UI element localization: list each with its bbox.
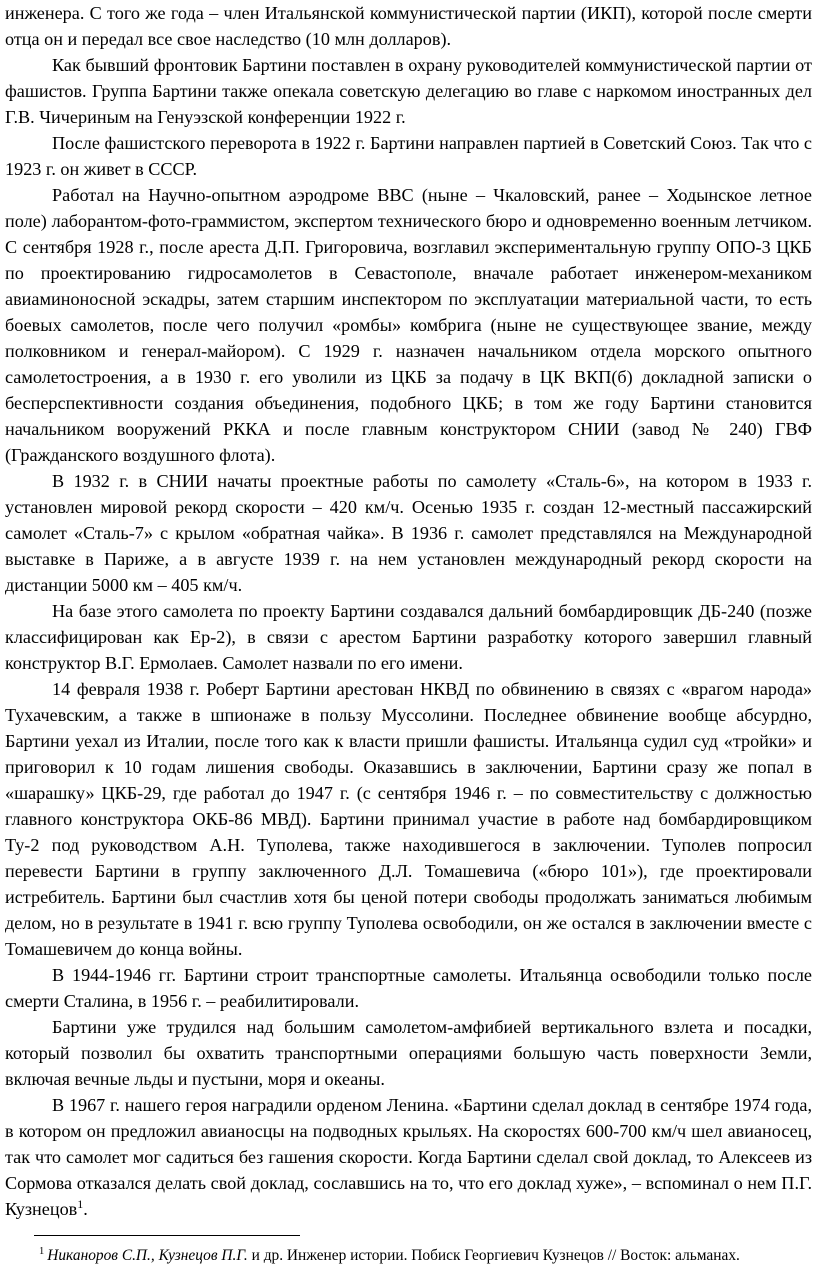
paragraph-1: инженера. С того же года – член Итальянской коммунистической партии (ИКП), которой после смерти отца он и передал все свое наследство (10 млн долларов). [5,3,812,49]
footnote-separator [34,1235,300,1236]
paragraph-4: Работал на Научно-опытном аэродроме ВВС (ныне – Чкаловский, ранее – Ходынское летное поле) лаборантом-фото-граммистом, экспертом технического бюро и одновременно военным летчиком. С сентября 1928 г., после ареста Д.П. Григоровича, возглавил экспериментальную группу ОПО-3 ЦКБ по проектированию гидросамолетов в Севастополе, вначале работает инженером-механиком авиаминоносной эскадры, затем старшим инспектором по эксплуатации материальной части, то есть боевых самолетов, после чего получил «ромбы» комбрига (ныне не существующее звание, между полковником и генерал-майором). С 1929 г. назначен начальником отдела морского опытного самолетостроения, а в 1930 г. его уволили из ЦКБ за подачу в ЦК ВКП(б) докладной записки о бесперспективности создания объединения, подобного ЦКБ; в том же году Бартини становится начальником вооружений РККА и после главным конструктором СНИИ (завод № 240) ГВФ (Гражданского воздушного флота). [5,185,812,465]
footnote-number: 1 [39,1245,45,1257]
paragraph-8: В 1944-1946 гг. Бартини строит транспортные самолеты. Итальянца освободили только после смерти Сталина, в 1956 г. – реабилитировали. [5,965,812,1011]
body-text [5,0,812,1222]
paragraph-10-text: В 1967 г. нашего героя наградили орденом Ленина. «Бартини сделал доклад в сентябре 1974 года, в котором он предложил авианосцы на подводных крыльях. На скоростях 600-700 км/ч шел авианосец, так что самолет мог садиться без гашения скорости. Когда Бартини сделал свой доклад, то Алексеев из Сормова отказался делать свой доклад, сославшись на то, что его доклад хуже», – вспоминал о нем П.Г. Кузнецов [5,1095,812,1219]
paragraph-10: В 1967 г. нашего героя наградили орденом Ленина. «Бартини сделал доклад в сентябре 1974 года, в котором он предложил авианосцы на подводных крыльях. На скоростях 600-700 км/ч шел авианосец, так что самолет мог садиться без гашения скорости. Когда Бартини сделал свой доклад, то Алексеев из Сормова отказался делать свой доклад, сославшись на то, что его доклад хуже», – вспоминал о нем П.Г. Кузнецов$^1$. [5,1095,812,1219]
paragraph-9: Бартини уже трудился над большим самолетом-амфибией вертикального взлета и посадки, который позволил бы охватить транспортными операциями большую часть поверхности Земли, включая вечные льды и пустыни, моря и океаны. [5,1017,812,1089]
footnote-text: и др. Инженер истории. Побиск Георгиевич Кузнецов // Восток: альманах. [247,1247,740,1264]
footnote-authors: Никаноров С.П., Кузнецов П.Г. [47,1247,248,1264]
footnote-reference[interactable]: 1 [77,1196,84,1211]
footnote [39,1246,812,1266]
paragraph-5: В 1932 г. в СНИИ начаты проектные работы по самолету «Сталь-6», на котором в 1933 г. установлен мировой рекорд скорости – 420 км/ч. Осенью 1935 г. создан 12-местный пассажирский самолет «Сталь-7» с крылом «обратная чайка». В 1936 г. самолет представлялся на Международной выставке в Париже, а в августе 1939 г. на нем установлен международный рекорд скорости на дистанции 5000 км – 405 км/ч. [5,471,812,595]
paragraph-7: 14 февраля 1938 г. Роберт Бартини арестован НКВД по обвинению в связях с «врагом народа» Тухачевским, а также в шпионаже в пользу Муссолини. Последнее обвинение вообще абсурдно, Бартини уехал из Италии, после того как к власти пришли фашисты. Итальянца судил суд «тройки» и приговорил к 10 годам лишения свободы. Оказавшись в заключении, Бартини сразу же попал в «шарашку» ЦКБ-29, где работал до 1947 г. (с сентября 1946 г. – по совместительству с должностью главного конструктора ОКБ-86 МВД). Бартини принимал участие в работе над бомбардировщиком Ту-2 под руководством А.Н. Туполева, также находившегося в заключении. Туполев попросил перевести Бартини в группу заключенного Д.Л. Томашевича («бюро 101»), где проектировали истребитель. Бартини был счастлив хотя бы ценой потери свободы продолжать заниматься любимым делом, но в результате в 1941 г. всю группу Туполева освободили, он же остался в заключении вместе с Томашевичем до конца войны. [5,679,812,959]
paragraph-3: После фашистского переворота в 1922 г. Бартини направлен партией в Советский Союз. Так что с 1923 г. он живет в СССР. [5,133,812,179]
paragraph-2: Как бывший фронтовик Бартини поставлен в охрану руководителей коммунистической партии от фашистов. Группа Бартини также опекала советскую делегацию во главе с наркомом иностранных дел Г.В. Чичериным на Генуэзской конференции 1922 г. [5,55,812,127]
paragraph-6: На базе этого самолета по проекту Бартини создавался дальний бомбардировщик ДБ-240 (позже классифицирован как Ер-2), в связи с арестом Бартини разработку которого завершил главный конструктор В.Г. Ермолаев. Самолет назвали по его имени. [5,601,812,673]
